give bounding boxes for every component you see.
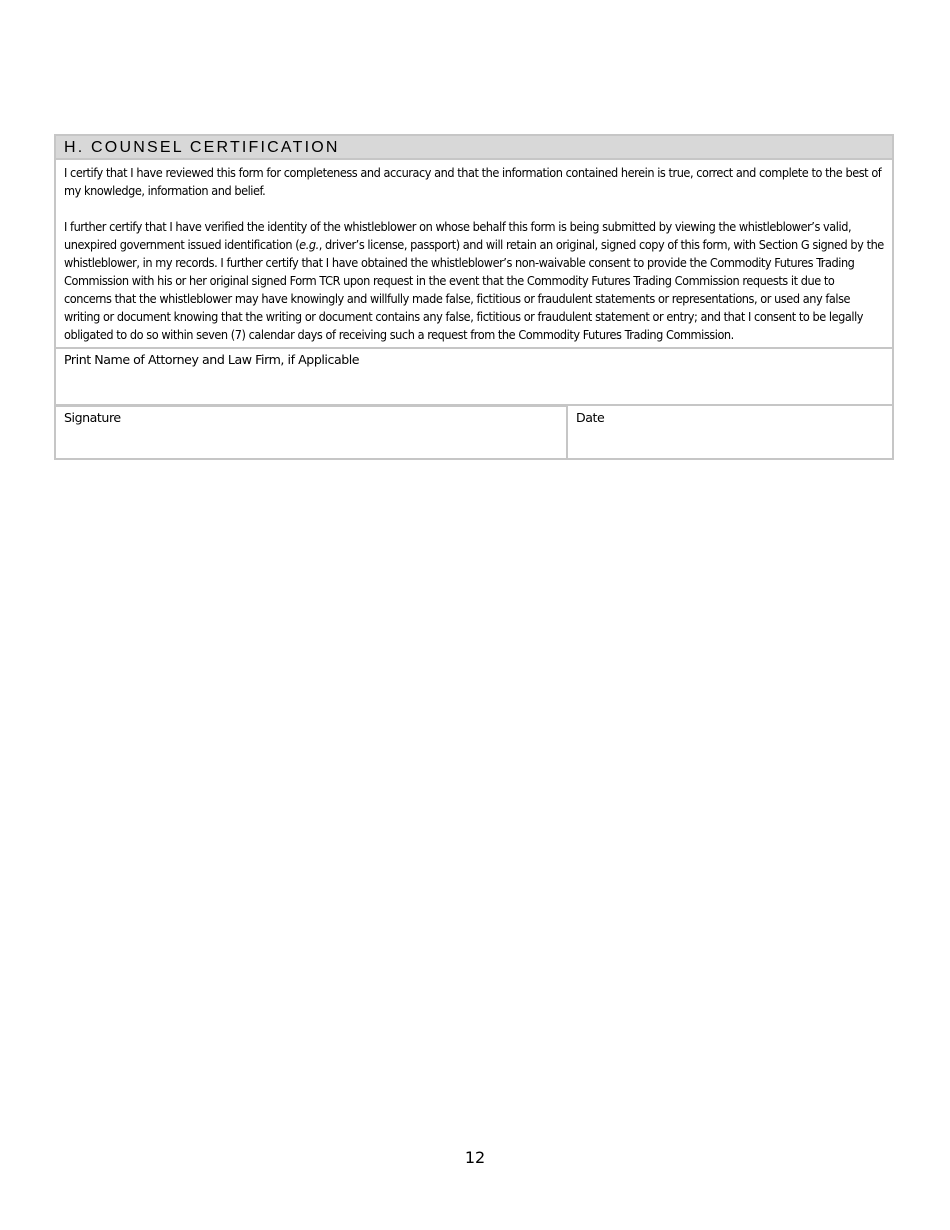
attorney-name-label: Print Name of Attorney and Law Firm, if Applicable — [64, 352, 360, 367]
certification-statement — [56, 160, 892, 349]
section-title: H. COUNSEL CERTIFICATION — [56, 136, 892, 160]
attorney-name-field[interactable] — [56, 349, 892, 406]
page-number: 12 — [464, 1148, 486, 1167]
certification-paragraph-2 — [64, 218, 884, 344]
certification-paragraph-2-start: I further certify that I have verified the identity of the whistleblower on whose behalf this form is being submitted by viewing the whistleblower’s valid, unexpired government issued identification ( — [64, 219, 852, 252]
certification-paragraph-1: I certify that I have reviewed this form for completeness and accuracy and that the information contained herein is true, correct and complete to the best of my knowledge, information and belief. — [64, 165, 882, 198]
signature-date-row — [56, 406, 892, 458]
signature-label: Signature — [64, 410, 121, 425]
counsel-certification-section — [54, 134, 894, 460]
eg-abbreviation: e.g. — [299, 237, 319, 252]
signature-field[interactable] — [56, 404, 568, 458]
date-label: Date — [576, 410, 605, 425]
certification-paragraph-2-end: , driver’s license, passport) and will retain an original, signed copy of this form, with Section G signed by the whistleblower, in my records. I further certify that I have obtained the whistleblower’s non-waivable consent to provide the Commodity Futures Trading Commission with his or her original signed Form TCR upon request in the event that the Commodity Futures Trading Commission requests it due to concerns that the whistleblower may have knowingly and willfully made false, fictitious or fraudulent statements or representations, or used any false writing or document knowing that the writing or document contains any false, fictitious or fraudulent statement or entry; and that I consent to be legally obligated to do so within seven (7) calendar days of receiving such a request from the Commodity Futures Trading Commission. — [64, 237, 884, 342]
date-field[interactable] — [568, 406, 892, 458]
